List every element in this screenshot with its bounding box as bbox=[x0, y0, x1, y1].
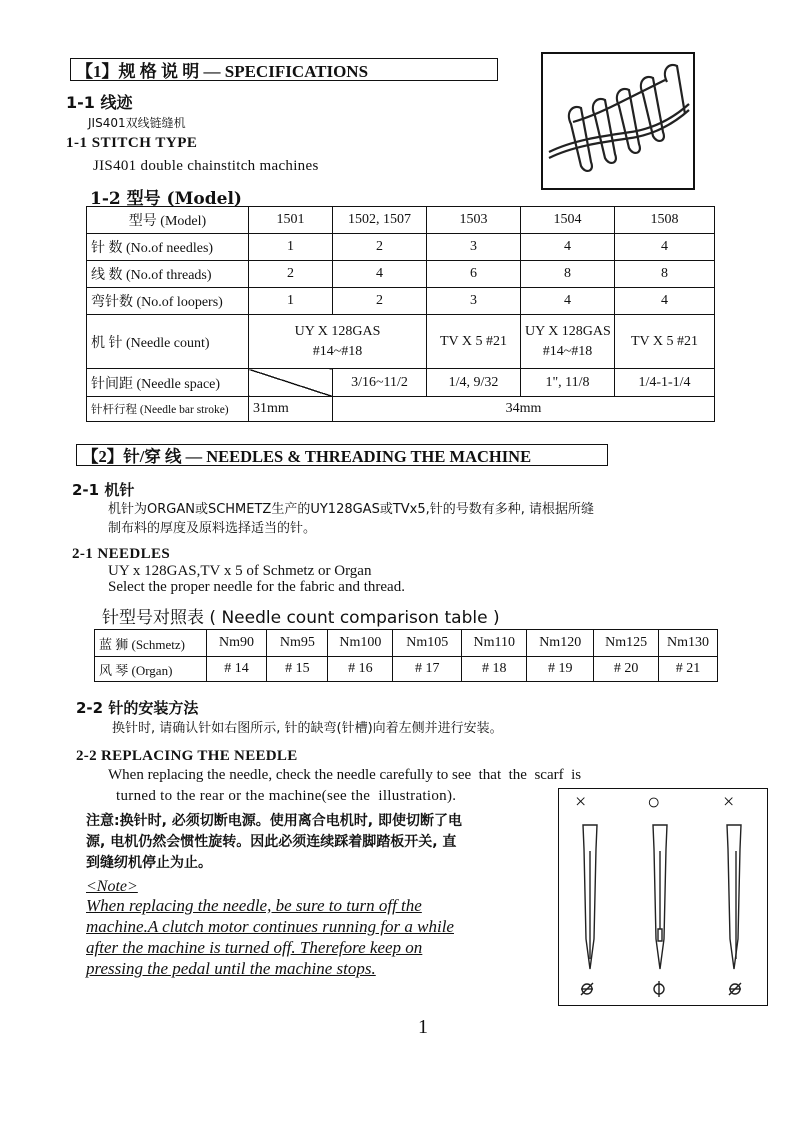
table-cell bbox=[249, 315, 427, 369]
table-cell: 4 bbox=[333, 261, 427, 288]
needle-size: #14~#18 bbox=[542, 343, 593, 359]
s22-en-line1: When replacing the needle, check the needle carefully to see that the scarf is bbox=[108, 767, 582, 783]
section1-title: 【1】规 格 说 明 — SPECIFICATIONS bbox=[76, 62, 369, 81]
s21-en-line1: UY x 128GAS,TV x 5 of Schmetz or Organ bbox=[108, 563, 372, 579]
s21-cn-heading: 2-1 机针 bbox=[72, 481, 135, 499]
table-cell: Nm95 bbox=[267, 630, 328, 657]
warning-line3: 到缝纫机停止为止。 bbox=[86, 855, 212, 871]
needle-count-row bbox=[87, 315, 715, 369]
s21-en-heading: 2-1 NEEDLES bbox=[72, 546, 171, 562]
table-cell: Nm105 bbox=[393, 630, 462, 657]
note-title: <Note> bbox=[86, 878, 138, 895]
table-cell: 2 bbox=[333, 234, 427, 261]
table-cell: 34mm bbox=[333, 397, 715, 422]
row-label: 针间距 (Needle space) bbox=[87, 369, 249, 397]
row-label: 弯针数 (No.of loopers) bbox=[87, 288, 249, 315]
table-cell: 2 bbox=[333, 288, 427, 315]
section2-title: 【2】针/穿 线 — NEEDLES & THREADING THE MACHINE bbox=[82, 447, 532, 466]
needle-size: #14~#18 bbox=[312, 343, 363, 359]
needle-space-row bbox=[87, 369, 715, 397]
stitch-illustration bbox=[541, 52, 695, 190]
s22-cn-heading: 2-2 针的安装方法 bbox=[76, 699, 199, 717]
s21-cn-line2: 制布料的厚度及原料选择适当的针。 bbox=[108, 521, 317, 536]
s11-en-text: JIS401 double chainstitch machines bbox=[93, 158, 319, 174]
needle-type: UY X 128GAS bbox=[294, 323, 381, 339]
s12-heading: 1-2 型号 (Model) bbox=[90, 189, 242, 209]
needle-table-title: 针型号对照表 ( Needle count comparison table ) bbox=[102, 608, 500, 628]
correct-mark: ○ bbox=[647, 789, 661, 814]
table-cell: Nm125 bbox=[594, 630, 659, 657]
s22-en-line2: turned to the rear or the machine(see the illustration). bbox=[116, 788, 457, 804]
warning-line2: 源, 电机仍然会惯性旋转。因此必须连续踩着脚踏板开关, 直 bbox=[86, 834, 457, 850]
table-cell: # 17 bbox=[393, 657, 462, 682]
model-header-cell: 1503 bbox=[427, 207, 521, 234]
table-row bbox=[87, 261, 715, 288]
table-cell: 1 bbox=[249, 234, 333, 261]
table-row bbox=[87, 288, 715, 315]
model-table bbox=[86, 206, 715, 422]
table-cell: 1", 11/8 bbox=[521, 369, 615, 397]
table-cell: 2 bbox=[249, 261, 333, 288]
diagonal-empty-cell bbox=[249, 369, 333, 397]
model-header-cell: 1502, 1507 bbox=[333, 207, 427, 234]
table-cell: 1/4, 9/32 bbox=[427, 369, 521, 397]
note-line4: pressing the pedal until the machine stops. bbox=[86, 959, 376, 978]
row-label: 针 数 (No.of needles) bbox=[87, 234, 249, 261]
table-cell: Nm120 bbox=[527, 630, 594, 657]
table-cell: 1 bbox=[249, 288, 333, 315]
table-cell: 1/4-1-1/4 bbox=[615, 369, 715, 397]
needle-drawings bbox=[559, 789, 765, 1003]
row-label: 线 数 (No.of threads) bbox=[87, 261, 249, 288]
row-label: 风 琴 (Organ) bbox=[95, 657, 207, 682]
s11-en-heading: 1-1 STITCH TYPE bbox=[66, 135, 198, 151]
s21-cn-line1: 机针为ORGAN或SCHMETZ生产的UY128GAS或TVx5,针的号数有多种, 请根据所缝 bbox=[108, 502, 595, 517]
table-cell: 6 bbox=[427, 261, 521, 288]
table-cell: 4 bbox=[521, 288, 615, 315]
table-cell: # 21 bbox=[659, 657, 718, 682]
note-line2: machine.A clutch motor continues running for a while bbox=[86, 917, 454, 936]
table-cell: Nm110 bbox=[462, 630, 527, 657]
table-cell: 4 bbox=[615, 288, 715, 315]
table-cell: 8 bbox=[521, 261, 615, 288]
model-header-cell: 1508 bbox=[615, 207, 715, 234]
row-label: 机 针 (Needle count) bbox=[87, 315, 249, 369]
table-cell: 31mm bbox=[249, 397, 333, 422]
page-number: 1 bbox=[418, 1016, 428, 1038]
table-cell: # 14 bbox=[206, 657, 267, 682]
table-cell: # 16 bbox=[328, 657, 393, 682]
s22-cn-text: 换针时, 请确认针如右图所示, 针的缺弯(针槽)向着左侧并进行安装。 bbox=[112, 721, 503, 736]
needle-comparison-table bbox=[94, 629, 718, 682]
table-cell: Nm130 bbox=[659, 630, 718, 657]
needle-type: UY X 128GAS bbox=[525, 323, 611, 339]
table-cell: TV X 5 #21 bbox=[615, 315, 715, 369]
table-cell: Nm100 bbox=[328, 630, 393, 657]
table-cell: 3 bbox=[427, 288, 521, 315]
table-cell: # 18 bbox=[462, 657, 527, 682]
table-cell: 3 bbox=[427, 234, 521, 261]
schmetz-row bbox=[95, 630, 718, 657]
s22-en-heading: 2-2 REPLACING THE NEEDLE bbox=[76, 748, 298, 764]
model-header-cell: 型号 (Model) bbox=[87, 207, 249, 234]
table-cell: # 15 bbox=[267, 657, 328, 682]
table-cell: 4 bbox=[615, 234, 715, 261]
table-cell: # 20 bbox=[594, 657, 659, 682]
note-line1: When replacing the needle, be sure to turn off the bbox=[86, 896, 422, 915]
model-header-cell: 1504 bbox=[521, 207, 615, 234]
s21-en-line2: Select the proper needle for the fabric and thread. bbox=[108, 579, 405, 595]
table-cell: 3/16~11/2 bbox=[333, 369, 427, 397]
table-cell: 8 bbox=[615, 261, 715, 288]
table-row bbox=[87, 234, 715, 261]
table-cell: Nm90 bbox=[206, 630, 267, 657]
wrong-mark: × bbox=[575, 791, 587, 813]
s11-cn-heading: 1-1 线迹 bbox=[66, 93, 133, 112]
warning-line1: 注意:换针时, 必须切断电源。使用离合电机时, 即使切断了电 bbox=[86, 813, 462, 829]
note-line3: after the machine is turned off. Therefore keep on bbox=[86, 938, 423, 957]
s11-cn-text: JIS401双线链缝机 bbox=[88, 116, 186, 130]
table-cell bbox=[521, 315, 615, 369]
organ-row bbox=[95, 657, 718, 682]
model-header-cell: 1501 bbox=[249, 207, 333, 234]
model-header-row bbox=[87, 207, 715, 234]
row-label: 蓝 狮 (Schmetz) bbox=[95, 630, 207, 657]
needle-bar-stroke-row bbox=[87, 397, 715, 422]
row-label: 针杆行程 (Needle bar stroke) bbox=[87, 397, 249, 422]
table-cell: 4 bbox=[521, 234, 615, 261]
table-cell: # 19 bbox=[527, 657, 594, 682]
wrong-mark: × bbox=[723, 791, 735, 813]
table-cell: TV X 5 #21 bbox=[427, 315, 521, 369]
needle-illustration bbox=[558, 788, 768, 1006]
